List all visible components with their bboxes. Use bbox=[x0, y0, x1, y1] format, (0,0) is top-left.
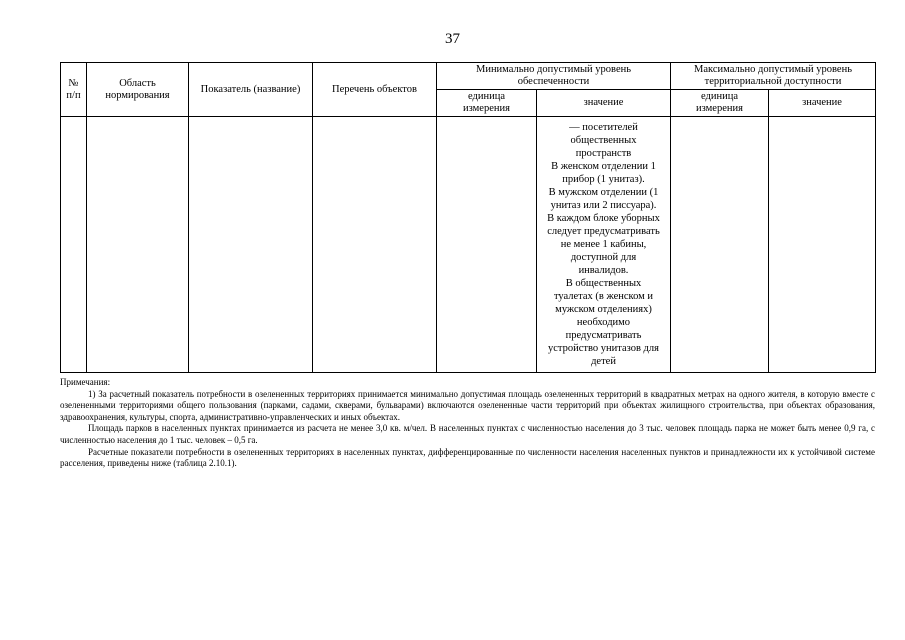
value-line: В женском отделении 1 bbox=[551, 161, 656, 172]
header-min-unit bbox=[437, 90, 537, 117]
cell-indicator bbox=[189, 117, 313, 373]
value-line: детей bbox=[591, 356, 616, 367]
value-line: доступной для bbox=[570, 252, 637, 263]
page-number: 37 bbox=[445, 31, 460, 47]
cell-area bbox=[87, 117, 189, 373]
header-max-level-line2: территориальной доступности bbox=[704, 76, 842, 87]
value-line: туалетах (в женском и bbox=[553, 291, 654, 302]
header-objects: Перечень объектов bbox=[313, 63, 437, 117]
cell-min-value bbox=[537, 117, 671, 373]
value-line: прибор (1 унитаз). bbox=[562, 174, 645, 185]
value-line: В общественных bbox=[565, 278, 642, 289]
header-max-unit-line2: измерения bbox=[696, 103, 743, 114]
header-max-value: значение bbox=[769, 90, 876, 117]
header-area bbox=[87, 63, 189, 117]
header-area-line1: Область bbox=[119, 77, 156, 89]
header-min-unit-line2: измерения bbox=[463, 103, 510, 114]
notes-title: Примечания: bbox=[60, 377, 111, 387]
cell-min-unit bbox=[437, 117, 537, 373]
value-line: мужском отделениях) bbox=[555, 304, 652, 315]
header-indicator: Показатель (название) bbox=[189, 63, 313, 117]
value-line: унитаз или 2 писсуара). bbox=[550, 200, 657, 211]
header-max-level-line1: Максимально допустимый уровень bbox=[694, 64, 852, 75]
header-min-level-line1: Минимально допустимый уровень bbox=[475, 64, 632, 75]
value-line: общественных bbox=[570, 135, 637, 146]
header-min-value: значение bbox=[537, 90, 671, 117]
note-paragraph-3: Расчетные показатели потребности в озелененных территориях в населенных пунктах, дифференцированные по численности населения населенных пунктов и принадлежности их к устойчивой системе расселения, приведены ниже (таблица 2.10.1). bbox=[60, 446, 875, 469]
header-num-line1: № bbox=[68, 77, 79, 89]
cell-objects bbox=[313, 117, 437, 373]
header-num-line2: п/п bbox=[66, 89, 81, 101]
cell-num bbox=[61, 117, 87, 373]
header-max-unit bbox=[671, 90, 769, 117]
header-max-level bbox=[671, 63, 876, 90]
header-area-line2: нормирования bbox=[105, 89, 170, 101]
cell-max-value bbox=[769, 117, 876, 373]
header-num bbox=[61, 63, 87, 117]
note-paragraph-1: 1) За расчетный показатель потребности в озелененных территориях принимается минимально допустимая площадь озелененных территорий в квадратных метрах на одного жителя, в которую вместе с озелененными территориями общего пользования (парками, садами, скверами, бульварами) включаются озелененные части территорий при объектах жилищного строительства, при объектах образования, здравоохранения, культуры, спорта, административно-управленческих и иных объектах. bbox=[60, 388, 875, 422]
notes-section bbox=[60, 377, 875, 470]
value-line: устройство унитазов для bbox=[548, 343, 659, 354]
header-min-level-line2: обеспеченности bbox=[517, 76, 590, 87]
norms-table bbox=[60, 62, 876, 373]
value-line: — посетителей bbox=[569, 122, 638, 133]
table-row bbox=[61, 117, 876, 373]
header-max-unit-line1: единица bbox=[700, 91, 738, 102]
note-paragraph-2: Площадь парков в населенных пунктах принимается из расчета не менее 3,0 кв. м/чел. В населенных пунктах с численностью населения до 3 тыс. человек площадь парка не может быть менее 0,9 га, с численностью населения до 1 тыс. человек – 0,5 га. bbox=[60, 423, 875, 445]
value-line: инвалидов. bbox=[578, 265, 629, 276]
value-line: пространств bbox=[575, 148, 632, 159]
header-min-unit-line1: единица bbox=[467, 91, 505, 102]
cell-max-unit bbox=[671, 117, 769, 373]
value-line: В каждом блоке уборных bbox=[547, 213, 660, 224]
header-min-level bbox=[437, 63, 671, 90]
value-line: следует предусматривать bbox=[547, 226, 660, 237]
value-line: В мужском отделении (1 bbox=[548, 187, 659, 198]
value-line: не менее 1 кабины, bbox=[560, 239, 647, 250]
value-line: необходимо bbox=[576, 317, 631, 328]
value-line: предусматривать bbox=[565, 330, 642, 341]
